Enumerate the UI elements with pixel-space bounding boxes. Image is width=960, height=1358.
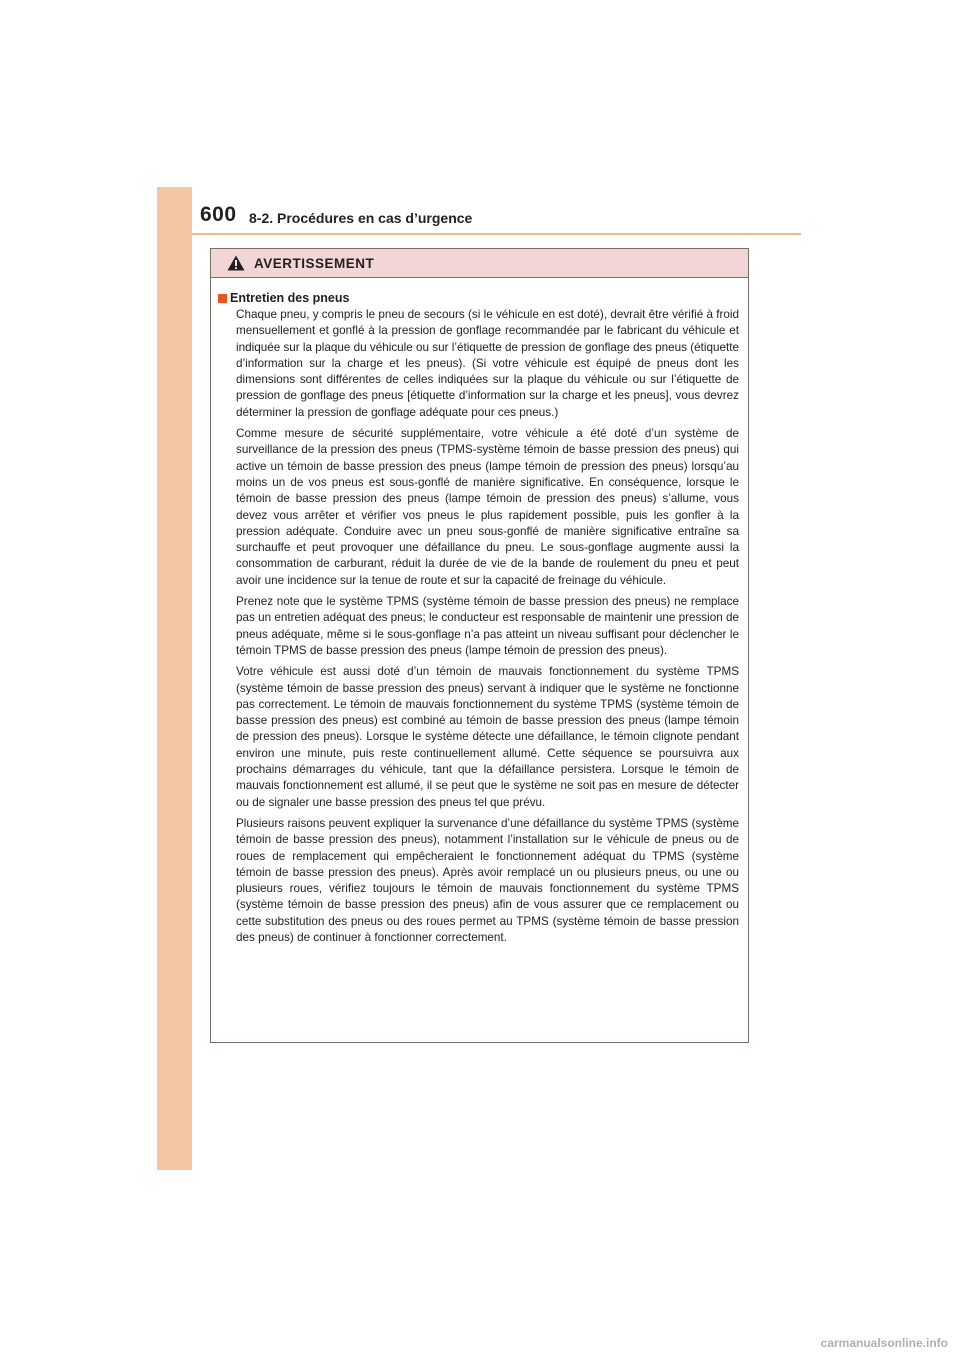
warning-box <box>210 248 749 1043</box>
watermark-logo: carmanualsonline.info <box>820 1336 948 1350</box>
subheading-text: Entretien des pneus <box>230 291 350 305</box>
page-number: 600 <box>200 203 237 226</box>
warning-header <box>211 249 748 278</box>
chapter-side-band <box>157 187 192 1170</box>
paragraph: Plusieurs raisons peuvent expliquer la survenance d’une défaillance du système TPMS (système témoin de basse pression des pneus), notamment l’installation sur le véhicule de pneus ou de roues de remplacement qui empêcheraient le fonctionnement adéquat du TPMS (système témoin de basse pression des pneus). Après avoir remplacé un ou plusieurs pneus, ou une ou plusieurs roues, vérifiez toujours le témoin de mauvais fonctionnement du système TPMS (système témoin de basse pression des pneus) afin de vous assurer que ce remplacement ou cette substitution des pneus ou des roues permet au TPMS (système témoin de basse pression des pneus) de continuer à fonctionner correctement. <box>236 816 739 944</box>
header-rule <box>192 233 801 235</box>
paragraph: Chaque pneu, y compris le pneu de secours (si le véhicule en est doté), devrait être vérifié à froid mensuellement et gonflé à la pression de gonflage recommandée par le fabricant du véhicule et indiquée sur la plaque du véhicule ou sur l’étiquette de pression de gonflage des pneus (étiquette d’information sur la charge et les pneus). (Si votre véhicule est équipé de pneus dont les dimensions sont différentes de celles indiquées sur la plaque du véhicule ou sur l’étiquette de pression de gonflage des pneus [étiquette d’information sur la charge et les pneus], vous devrez déterminer la pression de gonflage adéquate pour ces pneus.) <box>236 308 739 419</box>
paragraph: Votre véhicule est aussi doté d’un témoin de mauvais fonctionnement du système TPMS (système témoin de basse pression des pneus) servant à indiquer que le système ne fonctionne pas correctement. Le témoin de mauvais fonctionnement du système TPMS (système témoin de basse pression des pneus) est combiné au témoin de basse pression des pneus (lampe témoin de pression des pneus). Lorsque le système détecte une défaillance, le témoin clignote pendant environ une minute, puis reste continuellement allumé. Cette séquence se poursuivra aux prochains démarrages du véhicule, tant que la défaillance persistera. Lorsque le témoin de mauvais fonctionnement est allumé, il se peut que le système ne soit pas en mesure de détecter ou de signaler une basse pression des pneus tel que prévu. <box>236 665 739 809</box>
paragraph: Comme mesure de sécurité supplémentaire, votre véhicule a été doté d’un système de surveillance de la pression des pneus (TPMS-système témoin de basse pression des pneus) qui active un témoin de basse pression des pneus (lampe témoin de pression des pneus) lorsqu’au moins un de vos pneus est sous-gonflé de manière significative. En conséquence, lorsque le témoin de basse pression des pneus (lampe témoin de pression des pneus) s’allume, vous devez vous arrêter et vérifier vos pneus le plus rapidement possible, puis les gonfler à la pression adéquate. Conduire avec un pneu sous-gonflé de manière significative entraîne sa surchauffe et peut provoquer une défaillance du pneu. Le sous-gonflage augmente aussi la consommation de carburant, réduit la durée de vie de la bande de roulement du pneu et peut avoir une incidence sur la tenue de route et sur la capacité de freinage du véhicule. <box>236 427 739 587</box>
warning-body <box>211 278 748 946</box>
warning-title: AVERTISSEMENT <box>254 255 375 271</box>
section-title: 8-2. Procédures en cas d’urgence <box>249 210 473 226</box>
square-bullet-icon <box>218 294 227 303</box>
paragraph: Prenez note que le système TPMS (système témoin de basse pression des pneus) ne remplace pas un entretien adéquat des pneus; le conducteur est responsable de maintenir une pression de pneus adéquate, même si le sous-gonflage n’a pas atteint un niveau suffisant pour déclencher le témoin TPMS de basse pression des pneus (lampe témoin de pression des pneus). <box>236 595 739 657</box>
warning-triangle-icon <box>227 255 245 271</box>
warning-subheading <box>218 291 739 305</box>
